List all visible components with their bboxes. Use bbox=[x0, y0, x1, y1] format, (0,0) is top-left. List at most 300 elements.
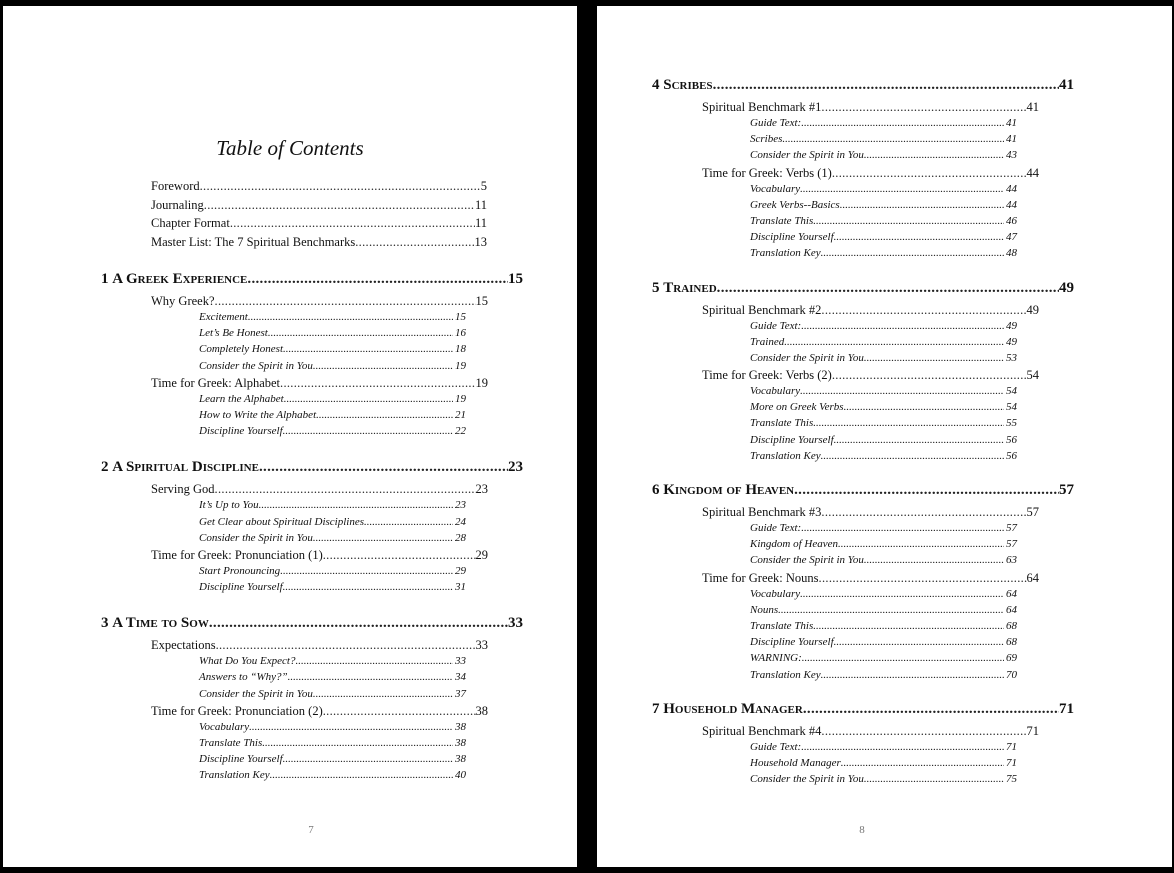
entry-title: Serving God bbox=[151, 482, 215, 497]
page-ref: 64 bbox=[1006, 587, 1017, 600]
toc-subsection[interactable] bbox=[652, 336, 1017, 352]
dot-leader bbox=[841, 757, 1004, 769]
entry-title: Spiritual Benchmark #3 bbox=[702, 505, 822, 519]
page-ref: 15 bbox=[455, 311, 466, 323]
toc-right bbox=[652, 77, 1074, 789]
toc-subsection[interactable] bbox=[652, 183, 1017, 199]
chapter-title bbox=[652, 482, 794, 499]
entry-title: Consider the Spirit in You bbox=[750, 351, 864, 364]
page-ref: 37 bbox=[455, 687, 466, 700]
dot-leader bbox=[270, 769, 453, 781]
entry-title: Expectations bbox=[151, 638, 216, 653]
page-ref: 49 bbox=[1006, 335, 1017, 348]
toc-subsection[interactable] bbox=[652, 320, 1017, 336]
page-ref: 29 bbox=[475, 547, 488, 562]
entry-title: Translation Key bbox=[199, 769, 270, 782]
page-ref: 54 bbox=[1006, 401, 1017, 414]
dot-leader bbox=[230, 216, 475, 231]
dot-leader bbox=[355, 235, 474, 250]
toc-subsection[interactable] bbox=[101, 671, 466, 687]
toc-subsection[interactable] bbox=[652, 434, 1017, 450]
chapter-title-text: Scribes bbox=[663, 77, 713, 93]
chapter-title bbox=[652, 280, 717, 297]
dot-leader bbox=[821, 724, 1026, 739]
toc-left bbox=[101, 179, 523, 786]
toc-subsection[interactable] bbox=[652, 773, 1017, 789]
entry-title: Consider the Spirit in You bbox=[750, 149, 864, 162]
dot-leader bbox=[803, 701, 1059, 718]
dot-leader bbox=[216, 638, 476, 653]
toc-subsection[interactable] bbox=[101, 737, 466, 753]
toc-subsection[interactable] bbox=[652, 149, 1017, 165]
dot-leader bbox=[821, 100, 1026, 115]
toc-front-matter[interactable] bbox=[101, 235, 487, 254]
toc-subsection[interactable] bbox=[101, 327, 466, 343]
page-ref: 68 bbox=[1006, 636, 1017, 649]
toc-subsection[interactable] bbox=[101, 769, 466, 785]
page-ref: 11 bbox=[474, 197, 487, 212]
toc-chapter[interactable] bbox=[652, 701, 1074, 723]
toc-subsection[interactable] bbox=[101, 655, 466, 671]
entry-title: Household Manager bbox=[750, 756, 841, 769]
page-ref: 38 bbox=[475, 703, 488, 718]
dot-leader bbox=[280, 565, 453, 577]
chapter-title bbox=[652, 701, 803, 718]
page-ref: 15 bbox=[475, 294, 488, 308]
toc-subsection[interactable] bbox=[652, 450, 1017, 466]
page-ref: 38 bbox=[455, 737, 466, 749]
toc-subsection[interactable] bbox=[652, 401, 1017, 417]
toc-subsection[interactable] bbox=[652, 604, 1017, 620]
dot-leader bbox=[284, 393, 453, 405]
page-number-right: 8 bbox=[859, 824, 865, 836]
entry-title: Vocabulary bbox=[750, 385, 801, 398]
dot-leader bbox=[840, 199, 1004, 211]
entry-title: Translation Key bbox=[750, 247, 821, 260]
page-ref: 19 bbox=[475, 375, 488, 390]
entry-title: Discipline Yourself bbox=[199, 425, 283, 438]
entry-title: Master List: The 7 Spiritual Benchmarks bbox=[151, 234, 356, 249]
chapter-number: 2 bbox=[101, 459, 109, 476]
page-ref: 24 bbox=[455, 515, 466, 528]
entry-title: Scribes bbox=[750, 133, 783, 146]
entry-title: Discipline Yourself bbox=[750, 636, 834, 649]
toc-section[interactable] bbox=[652, 100, 1039, 117]
dot-leader bbox=[800, 385, 1004, 397]
page-ref: 46 bbox=[1006, 214, 1017, 227]
entry-title: Vocabulary bbox=[750, 182, 801, 195]
toc-subsection[interactable] bbox=[101, 532, 466, 548]
page-ref: 53 bbox=[1006, 351, 1017, 364]
dot-leader bbox=[259, 499, 453, 511]
toc-chapter[interactable] bbox=[652, 280, 1074, 302]
page-ref: 75 bbox=[1006, 773, 1017, 786]
entry-title: Excitement bbox=[199, 311, 248, 323]
toc-subsection[interactable] bbox=[652, 231, 1017, 247]
entry-title: Guide Text: bbox=[750, 740, 802, 753]
dot-leader bbox=[802, 652, 1004, 664]
entry-title: Consider the Spirit in You bbox=[199, 687, 313, 700]
page-ref: 63 bbox=[1006, 554, 1017, 567]
page-ref: 31 bbox=[455, 581, 466, 594]
dot-leader bbox=[204, 198, 475, 213]
toc-subsection[interactable] bbox=[101, 565, 466, 581]
chapter-number: 7 bbox=[652, 700, 660, 717]
page-ref: 71 bbox=[1026, 723, 1039, 738]
toc-subsection[interactable] bbox=[652, 352, 1017, 368]
dot-leader bbox=[832, 368, 1027, 383]
dot-leader bbox=[248, 311, 453, 323]
entry-title: Translate This bbox=[199, 737, 263, 749]
chapter-number: 5 bbox=[652, 279, 660, 296]
page-ref: 38 bbox=[455, 753, 466, 766]
page-number-left: 7 bbox=[308, 824, 314, 836]
dot-leader bbox=[821, 669, 1004, 681]
page-ref: 33 bbox=[508, 615, 523, 632]
dot-leader bbox=[832, 166, 1027, 181]
toc-subsection[interactable] bbox=[652, 385, 1017, 401]
dot-leader bbox=[295, 655, 453, 667]
page-ref: 40 bbox=[455, 769, 466, 782]
right-page bbox=[597, 6, 1172, 867]
dot-leader bbox=[262, 737, 453, 749]
entry-title: Trained bbox=[750, 335, 785, 348]
entry-title: Translation Key bbox=[750, 668, 821, 681]
page-ref: 64 bbox=[1026, 570, 1039, 585]
toc-chapter[interactable] bbox=[101, 459, 523, 481]
entry-title: Learn the Alphabet bbox=[199, 392, 284, 405]
toc-subsection[interactable] bbox=[101, 581, 466, 597]
dot-leader bbox=[283, 343, 453, 355]
toc-chapter[interactable] bbox=[652, 77, 1074, 99]
dot-leader bbox=[834, 434, 1004, 446]
dot-leader bbox=[844, 401, 1004, 413]
dot-leader bbox=[323, 704, 476, 719]
page-ref: 70 bbox=[1006, 668, 1017, 681]
page-ref: 44 bbox=[1006, 182, 1017, 195]
dot-leader bbox=[800, 588, 1004, 600]
page-ref: 71 bbox=[1006, 756, 1017, 769]
page-ref: 21 bbox=[455, 408, 466, 421]
chapter-number: 3 bbox=[101, 615, 109, 632]
dot-leader bbox=[249, 721, 453, 733]
page-ref: 57 bbox=[1006, 522, 1017, 534]
entry-title: Guide Text: bbox=[750, 522, 802, 534]
entry-title: Start Pronouncing bbox=[199, 564, 281, 577]
dot-leader bbox=[821, 303, 1026, 318]
entry-title: Translate This bbox=[750, 214, 814, 227]
toc-section[interactable] bbox=[652, 303, 1039, 320]
page-ref: 23 bbox=[455, 499, 466, 512]
page-ref: 33 bbox=[475, 638, 488, 653]
toc-section[interactable] bbox=[652, 571, 1039, 588]
entry-title: Spiritual Benchmark #2 bbox=[702, 302, 822, 317]
page-ref: 28 bbox=[455, 531, 466, 544]
toc-subsection[interactable] bbox=[101, 721, 466, 737]
toc-chapter[interactable] bbox=[652, 482, 1074, 504]
page-ref: 69 bbox=[1006, 652, 1017, 665]
entry-title: What Do You Expect? bbox=[199, 655, 296, 668]
toc-subsection[interactable] bbox=[101, 343, 466, 359]
toc-subsection[interactable] bbox=[652, 417, 1017, 433]
entry-title: Spiritual Benchmark #4 bbox=[702, 723, 822, 738]
dot-leader bbox=[316, 409, 453, 421]
entry-title: Spiritual Benchmark #1 bbox=[702, 100, 822, 114]
toc-subsection[interactable] bbox=[101, 499, 466, 515]
dot-leader bbox=[864, 149, 1004, 161]
page-ref: 56 bbox=[1006, 449, 1017, 462]
entry-title: Greek Verbs--Basics bbox=[750, 198, 840, 211]
dot-leader bbox=[821, 450, 1004, 462]
dot-leader bbox=[834, 636, 1004, 648]
toc-section[interactable] bbox=[101, 704, 488, 721]
dot-leader bbox=[778, 604, 1004, 616]
entry-title: Kingdom of Heaven bbox=[750, 538, 838, 551]
toc-subsection[interactable] bbox=[101, 425, 466, 441]
page-ref: 19 bbox=[455, 392, 466, 405]
entry-title: Guide Text: bbox=[750, 117, 802, 129]
page-ref: 15 bbox=[508, 271, 523, 287]
toc-subsection[interactable] bbox=[101, 360, 466, 376]
entry-title: Translation Key bbox=[750, 449, 821, 462]
dot-leader bbox=[801, 320, 1004, 332]
entry-title: Journaling bbox=[151, 197, 204, 212]
toc-subsection[interactable] bbox=[652, 741, 1017, 757]
dot-leader bbox=[864, 352, 1004, 364]
entry-title: It’s Up to You bbox=[199, 499, 259, 512]
dot-leader bbox=[864, 773, 1004, 785]
chapter-title bbox=[652, 77, 713, 94]
page-ref: 23 bbox=[475, 482, 488, 497]
toc-section[interactable] bbox=[101, 548, 488, 565]
dot-leader bbox=[313, 360, 453, 372]
toc-section[interactable] bbox=[101, 638, 488, 655]
page-ref: 57 bbox=[1026, 505, 1039, 519]
dot-leader bbox=[800, 183, 1004, 195]
dot-leader bbox=[864, 554, 1004, 566]
page-ref: 41 bbox=[1006, 117, 1017, 129]
page-ref: 54 bbox=[1006, 385, 1017, 398]
toc-chapter[interactable] bbox=[101, 615, 523, 637]
toc-subsection[interactable] bbox=[652, 757, 1017, 773]
toc-subsection[interactable] bbox=[652, 522, 1017, 538]
dot-leader bbox=[821, 505, 1026, 520]
dot-leader bbox=[215, 482, 476, 497]
entry-title: Vocabulary bbox=[199, 720, 250, 733]
toc-subsection[interactable] bbox=[652, 636, 1017, 652]
entry-title: Discipline Yourself bbox=[199, 753, 283, 766]
entry-title: Nouns bbox=[750, 603, 779, 616]
dot-leader bbox=[819, 571, 1027, 586]
page-ref: 68 bbox=[1006, 619, 1017, 632]
entry-title: Translate This bbox=[750, 417, 814, 430]
chapter-number: 4 bbox=[652, 77, 660, 93]
dot-leader bbox=[323, 548, 476, 563]
entry-title: WARNING: bbox=[750, 652, 802, 665]
toc-subsection[interactable] bbox=[101, 311, 466, 327]
page-ref: 49 bbox=[1026, 302, 1039, 317]
entry-title: Chapter Format bbox=[151, 216, 230, 230]
toc-subsection[interactable] bbox=[101, 393, 466, 409]
entry-title: Translate This bbox=[750, 619, 814, 632]
entry-title: Get Clear about Spiritual Disciplines bbox=[199, 515, 364, 528]
page-ref: 64 bbox=[1006, 603, 1017, 616]
entry-title: Discipline Yourself bbox=[199, 581, 283, 594]
page-ref: 71 bbox=[1006, 740, 1017, 753]
toc-section[interactable] bbox=[652, 368, 1039, 385]
page-ref: 57 bbox=[1059, 482, 1074, 498]
dot-leader bbox=[794, 482, 1059, 499]
toc-subsection[interactable] bbox=[652, 588, 1017, 604]
chapter-title bbox=[101, 615, 209, 632]
entry-title: Discipline Yourself bbox=[750, 433, 834, 446]
toc-chapter[interactable] bbox=[101, 271, 523, 293]
dot-leader bbox=[259, 459, 508, 476]
page-ref: 19 bbox=[455, 359, 466, 372]
page-title: Table of Contents bbox=[216, 136, 364, 160]
entry-title: Consider the Spirit in You bbox=[199, 359, 313, 372]
toc-subsection[interactable] bbox=[652, 117, 1017, 133]
page-ref: 41 bbox=[1006, 133, 1017, 146]
toc-front-matter[interactable] bbox=[101, 216, 487, 235]
page-ref: 43 bbox=[1006, 149, 1017, 162]
entry-title: Let’s Be Honest bbox=[199, 327, 268, 340]
entry-title: Time for Greek: Nouns bbox=[702, 570, 819, 585]
toc-subsection[interactable] bbox=[652, 554, 1017, 570]
dot-leader bbox=[813, 215, 1004, 227]
entry-title: How to Write the Alphabet bbox=[199, 408, 317, 421]
dot-leader bbox=[283, 581, 453, 593]
entry-title: Guide Text: bbox=[750, 319, 802, 332]
dot-leader bbox=[838, 538, 1004, 550]
chapter-title-text: Trained bbox=[663, 279, 717, 296]
chapter-title bbox=[101, 271, 247, 288]
page-ref: 44 bbox=[1026, 165, 1039, 180]
left-page bbox=[3, 6, 577, 867]
page-ref: 13 bbox=[474, 234, 487, 249]
entry-title: Time for Greek: Pronunciation (1) bbox=[151, 547, 323, 562]
page-ref: 49 bbox=[1006, 319, 1017, 332]
chapter-title-text: Household Manager bbox=[663, 700, 803, 717]
toc-subsection[interactable] bbox=[652, 215, 1017, 231]
entry-title: Completely Honest bbox=[199, 343, 284, 356]
page-ref: 54 bbox=[1026, 368, 1039, 383]
page-ref: 5 bbox=[480, 179, 487, 193]
chapter-title-text: A Spiritual Discipline bbox=[112, 459, 259, 476]
entry-title: Consider the Spirit in You bbox=[199, 531, 313, 544]
dot-leader bbox=[364, 516, 453, 528]
dot-leader bbox=[209, 615, 508, 632]
dot-leader bbox=[813, 417, 1004, 429]
dot-leader bbox=[801, 522, 1004, 534]
toc-front-matter[interactable] bbox=[101, 179, 487, 198]
toc-subsection[interactable] bbox=[652, 620, 1017, 636]
page-ref: 29 bbox=[455, 564, 466, 577]
entry-title: Discipline Yourself bbox=[750, 231, 834, 244]
page-ref: 44 bbox=[1006, 198, 1017, 211]
page-ref: 38 bbox=[455, 720, 466, 733]
entry-title: Consider the Spirit in You bbox=[750, 773, 864, 786]
entry-title: Time for Greek: Verbs (1) bbox=[702, 165, 832, 180]
dot-leader bbox=[813, 620, 1004, 632]
toc-subsection[interactable] bbox=[652, 538, 1017, 554]
page-ref: 22 bbox=[455, 425, 466, 438]
toc-section[interactable] bbox=[101, 482, 488, 499]
toc-section[interactable] bbox=[101, 376, 488, 393]
dot-leader bbox=[268, 327, 453, 339]
toc-subsection[interactable] bbox=[101, 688, 466, 704]
entry-title: Why Greek? bbox=[151, 294, 215, 308]
page-ref: 47 bbox=[1006, 231, 1017, 244]
dot-leader bbox=[713, 77, 1059, 94]
page-ref: 11 bbox=[474, 216, 487, 230]
toc-section[interactable] bbox=[101, 294, 488, 311]
page-ref: 56 bbox=[1006, 433, 1017, 446]
toc-subsection[interactable] bbox=[652, 652, 1017, 668]
chapter-title-text: A Greek Experience bbox=[112, 271, 248, 287]
page-ref: 33 bbox=[455, 655, 466, 668]
toc-subsection[interactable] bbox=[101, 409, 466, 425]
entry-title: Time for Greek: Pronunciation (2) bbox=[151, 703, 323, 718]
dot-leader bbox=[782, 133, 1004, 145]
toc-front-matter[interactable] bbox=[101, 198, 487, 217]
chapter-number: 1 bbox=[101, 271, 109, 287]
dot-leader bbox=[200, 179, 481, 194]
dot-leader bbox=[283, 753, 453, 765]
dot-leader bbox=[283, 425, 453, 437]
page-ref: 18 bbox=[455, 343, 466, 356]
page-ref: 49 bbox=[1059, 279, 1074, 296]
page-ref: 23 bbox=[508, 459, 523, 476]
page-ref: 41 bbox=[1026, 100, 1039, 114]
dot-leader bbox=[717, 280, 1059, 297]
entry-title: Vocabulary bbox=[750, 587, 801, 600]
page-ref: 55 bbox=[1006, 417, 1017, 430]
toc-subsection[interactable] bbox=[101, 753, 466, 769]
dot-leader bbox=[834, 231, 1004, 243]
dot-leader bbox=[280, 376, 475, 391]
dot-leader bbox=[821, 247, 1004, 259]
chapter-title bbox=[101, 459, 259, 476]
toc-subsection[interactable] bbox=[101, 516, 466, 532]
dot-leader bbox=[313, 688, 453, 700]
entry-title: Time for Greek: Verbs (2) bbox=[702, 368, 832, 383]
dot-leader bbox=[313, 532, 453, 544]
toc-section[interactable] bbox=[652, 505, 1039, 522]
entry-title: Consider the Spirit in You bbox=[750, 554, 864, 567]
entry-title: Time for Greek: Alphabet bbox=[151, 375, 281, 390]
dot-leader bbox=[247, 271, 508, 288]
page-ref: 48 bbox=[1006, 247, 1017, 260]
chapter-title-text: Kingdom of Heaven bbox=[663, 482, 795, 498]
entry-title: More on Greek Verbs bbox=[750, 401, 844, 414]
toc-subsection[interactable] bbox=[652, 247, 1017, 263]
chapter-number: 6 bbox=[652, 482, 660, 498]
dot-leader bbox=[784, 336, 1004, 348]
page-ref: 41 bbox=[1059, 77, 1074, 93]
dot-leader bbox=[801, 741, 1004, 753]
toc-subsection[interactable] bbox=[652, 199, 1017, 215]
toc-subsection[interactable] bbox=[652, 669, 1017, 685]
entry-title: Answers to “Why?” bbox=[199, 671, 288, 684]
dot-leader bbox=[801, 117, 1004, 129]
dot-leader bbox=[288, 671, 453, 683]
toc-section[interactable] bbox=[652, 166, 1039, 183]
toc-subsection[interactable] bbox=[652, 133, 1017, 149]
page-ref: 16 bbox=[455, 327, 466, 340]
toc-section[interactable] bbox=[652, 724, 1039, 741]
page-ref: 34 bbox=[455, 671, 466, 684]
